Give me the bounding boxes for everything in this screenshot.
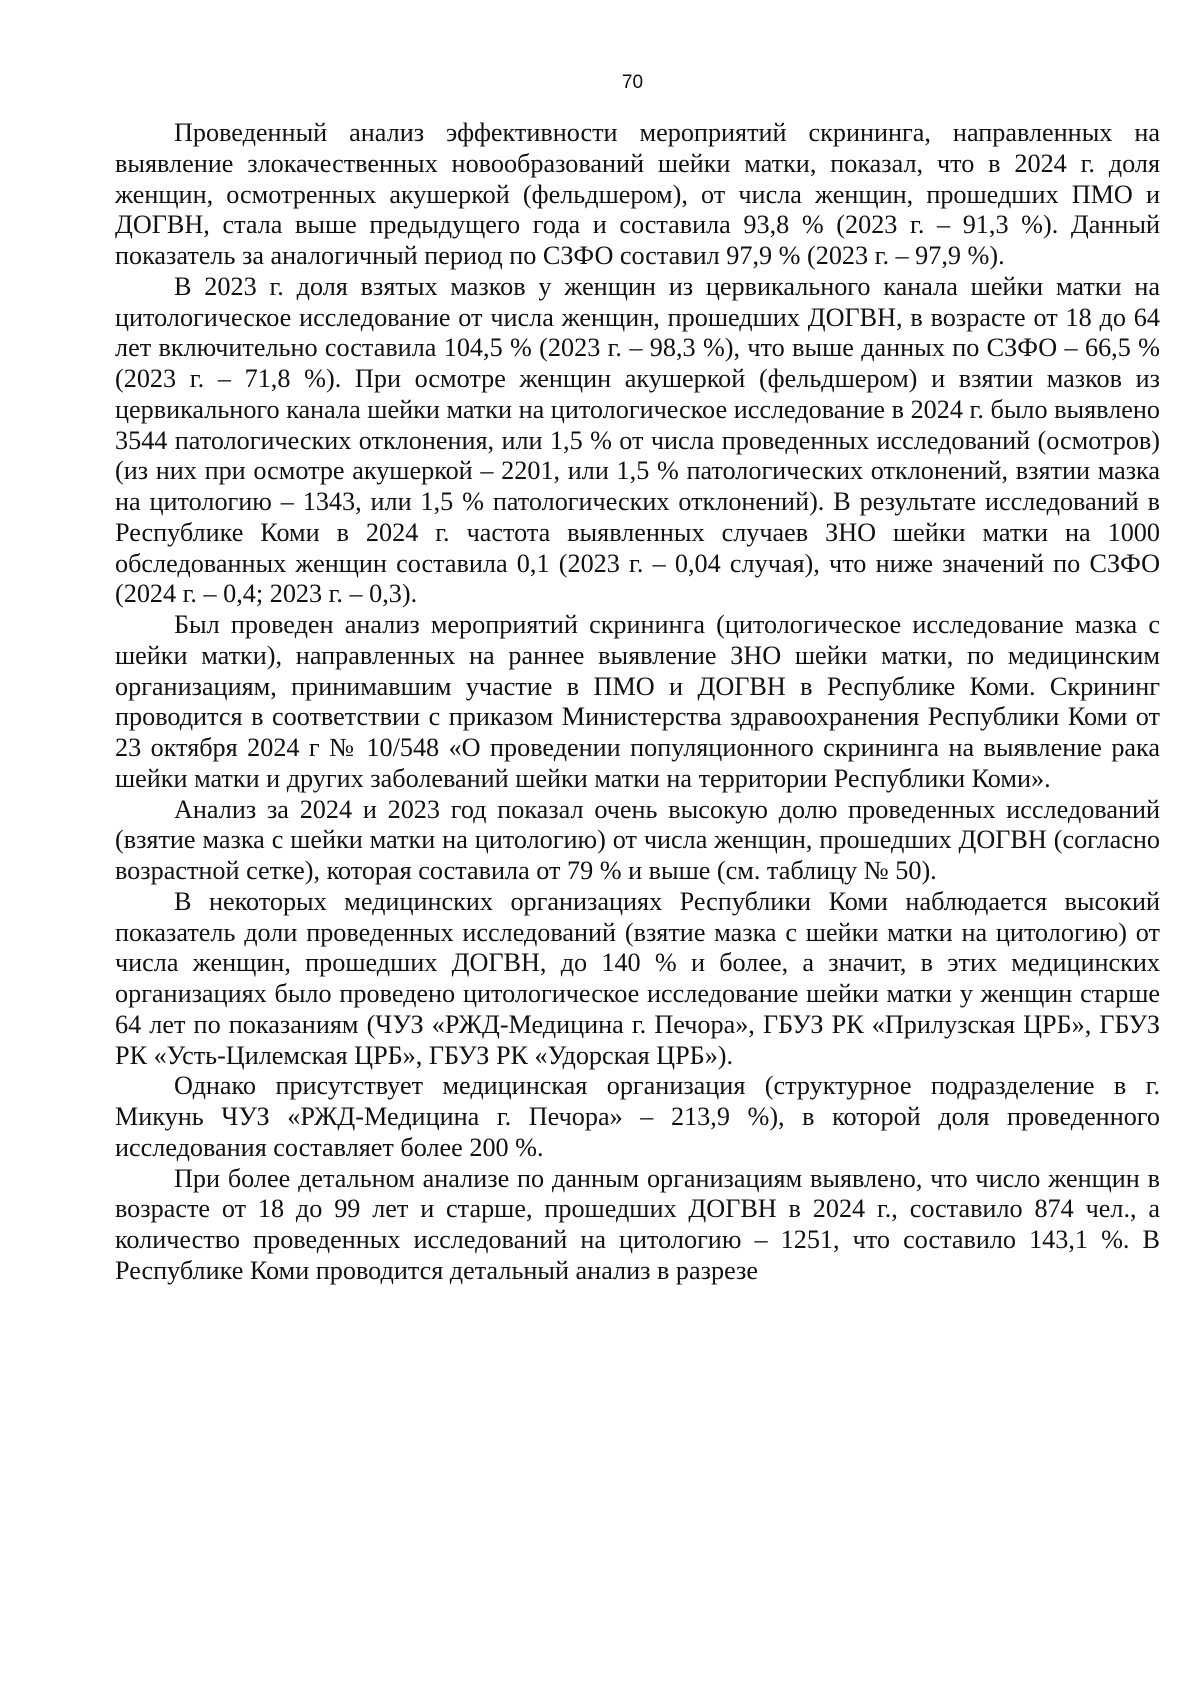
paragraph-2: В 2023 г. доля взятых мазков у женщин из цервикального канала шейки матки на цитологическое исследование от числа женщин, прошедших ДОГВН, в возрасте от 18 до 64 лет включительно составила 104,5 % (2023 г. – 98,3 %), что выше данных по СЗФО – 66,5 % (2023 г. – 71,8 %). При осмотре женщин акушеркой (фельдшером) и взятии мазков из цервикального канала шейки матки на цитологическое исследование в 2024 г. было выявлено 3544 патологических отклонения, или 1,5 % от числа проведенных исследований (осмотров) (из них при осмотре акушеркой – 2201, или 1,5 % патологических отклонений, взятии мазка на цитологию – 1343, или 1,5 % патологических отклонений). В результате исследований в Республике Коми в 2024 г. частота выявленных случаев ЗНО шейки матки на 1000 обследованных женщин составила 0,1 (2023 г. – 0,04 случая), что ниже значений по СЗФО (2024 г. – 0,4; 2023 г. – 0,3). [115,271,1160,609]
document-body [115,118,1160,1287]
paragraph-4: Анализ за 2024 и 2023 год показал очень высокую долю проведенных исследований (взятие мазка с шейки матки на цитологию) от числа женщин, прошедших ДОГВН (согласно возрастной сетке), которая составила от 79 % и выше (см. таблицу № 50). [115,794,1160,885]
paragraph-1: Проведенный анализ эффективности мероприятий скрининга, направленных на выявление злокачественных новообразований шейки матки, показал, что в 2024 г. доля женщин, осмотренных акушеркой (фельдшером), от числа женщин, прошедших ПМО и ДОГВН, стала выше предыдущего года и составила 93,8 % (2023 г. – 91,3 %). Данный показатель за аналогичный период по СЗФО составил 97,9 % (2023 г. – 97,9 %). [115,118,1160,270]
paragraph-5: В некоторых медицинских организациях Республики Коми наблюдается высокий показатель доли проведенных исследований (взятие мазка с шейки матки на цитологию) от числа женщин, прошедших ДОГВН, до 140 % и более, а значит, в этих медицинских организациях было проведено цитологическое исследование шейки матки у женщин старше 64 лет по показаниям (ЧУЗ «РЖД-Медицина г. Печора», ГБУЗ РК «Прилузская ЦРБ», ГБУЗ РК «Усть-Цилемская ЦРБ», ГБУЗ РК «Удорская ЦРБ»). [115,886,1160,1070]
page-number: 70 [621,72,644,93]
paragraph-6: Однако присутствует медицинская организация (структурное подразделение в г. Микунь ЧУЗ «РЖД-Медицина г. Печора» – 213,9 %), в которой доля проведенного исследования составляет более 200 %. [115,1071,1160,1162]
paragraph-7: При более детальном анализе по данным организациям выявлено, что число женщин в возрасте от 18 до 99 лет и старше, прошедших ДОГВН в 2024 г., составило 874 чел., а количество проведенных исследований на цитологию – 1251, что составило 143,1 %. В Республике Коми проводится детальный анализ в разрезе [115,1163,1160,1285]
paragraph-3: Был проведен анализ мероприятий скрининга (цитологическое исследование мазка с шейки матки), направленных на раннее выявление ЗНО шейки матки, по медицинским организациям, принимавшим участие в ПМО и ДОГВН в Республике Коми. Скрининг проводится в соответствии с приказом Министерства здравоохранения Республики Коми от 23 октября 2024 г № 10/548 «О проведении популяционного скрининга на выявление рака шейки матки и других заболеваний шейки матки на территории Республики Коми». [115,610,1160,793]
